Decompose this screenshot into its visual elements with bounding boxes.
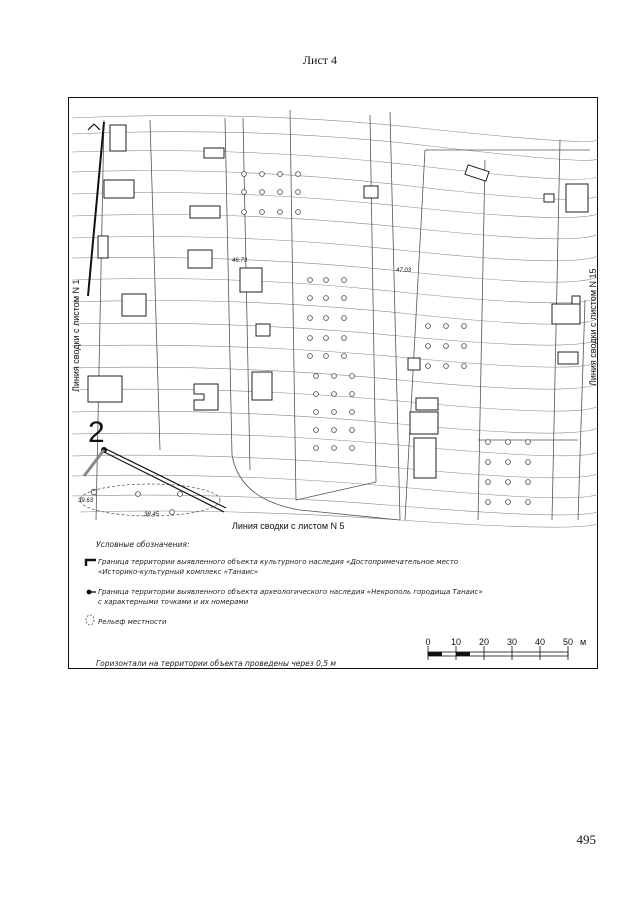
building	[552, 304, 580, 324]
elevation-label: 39.63	[78, 498, 94, 504]
scale-tick-label: 30	[506, 637, 518, 647]
building	[572, 296, 580, 304]
building	[364, 186, 378, 198]
legend-title: Условные обозначения:	[96, 540, 190, 549]
building	[104, 180, 134, 198]
heritage-boundary	[88, 122, 104, 296]
archaeology-boundary	[84, 448, 226, 512]
scale-bar	[425, 637, 586, 660]
building	[240, 268, 262, 292]
building	[122, 294, 146, 316]
scale-tick-label: 10	[450, 637, 462, 647]
building	[252, 372, 272, 400]
legend-item2-line2: с характерными точками и их номерами	[98, 598, 249, 606]
parcel-boundaries	[96, 110, 590, 520]
legend-heritage-symbol-icon	[86, 560, 96, 566]
elevation-label: 47.03	[396, 268, 412, 274]
point-number: 2	[88, 416, 105, 449]
elevation-label: 38.45	[144, 512, 160, 518]
scale-unit: м	[580, 637, 587, 647]
scale-tick-label: 40	[534, 637, 546, 647]
contour-note: Горизонтали на территории объекта проведены через 0,5 м	[96, 659, 337, 668]
legend-item1-line1: Граница территории выявленного объекта культурного наследия «Достопримечательное место	[98, 558, 459, 566]
building	[204, 148, 224, 158]
elevation-label: 46.73	[232, 258, 248, 264]
building	[110, 125, 126, 151]
building	[566, 184, 588, 212]
legend	[86, 540, 483, 626]
building	[88, 376, 122, 402]
sheet-link-left: Линия сводки с листом N 1	[71, 279, 81, 392]
legend-item2-line1: Граница территории выявленного объекта археологического наследия «Некрополь городища Танаис»	[98, 588, 483, 596]
building	[408, 358, 420, 370]
scale-tick-label: 0	[425, 637, 431, 647]
building	[98, 236, 108, 258]
building	[544, 194, 554, 202]
sheet-title: Лист 4	[302, 53, 338, 67]
building	[194, 384, 218, 410]
page-number: 495	[576, 832, 596, 847]
building	[414, 438, 436, 478]
legend-item3: Рельеф местности	[98, 618, 167, 626]
scale-tick-label: 50	[562, 637, 574, 647]
building	[558, 352, 578, 364]
building	[465, 165, 489, 181]
legend-item1-line2: «Историко-культурный комплекс «Танаис»	[98, 568, 259, 576]
legend-relief-symbol-icon	[86, 615, 94, 625]
sheet-link-bottom: Линия сводки с листом N 5	[232, 521, 345, 531]
building	[256, 324, 270, 336]
scale-tick-label: 20	[478, 637, 490, 647]
relief-contours	[72, 116, 598, 528]
building	[188, 250, 212, 268]
sheet-link-right: Линия сводки с листом N 15	[588, 268, 598, 386]
building	[410, 412, 438, 434]
building	[190, 206, 220, 218]
legend-archaeology-symbol-icon	[87, 590, 96, 595]
building	[416, 398, 438, 410]
